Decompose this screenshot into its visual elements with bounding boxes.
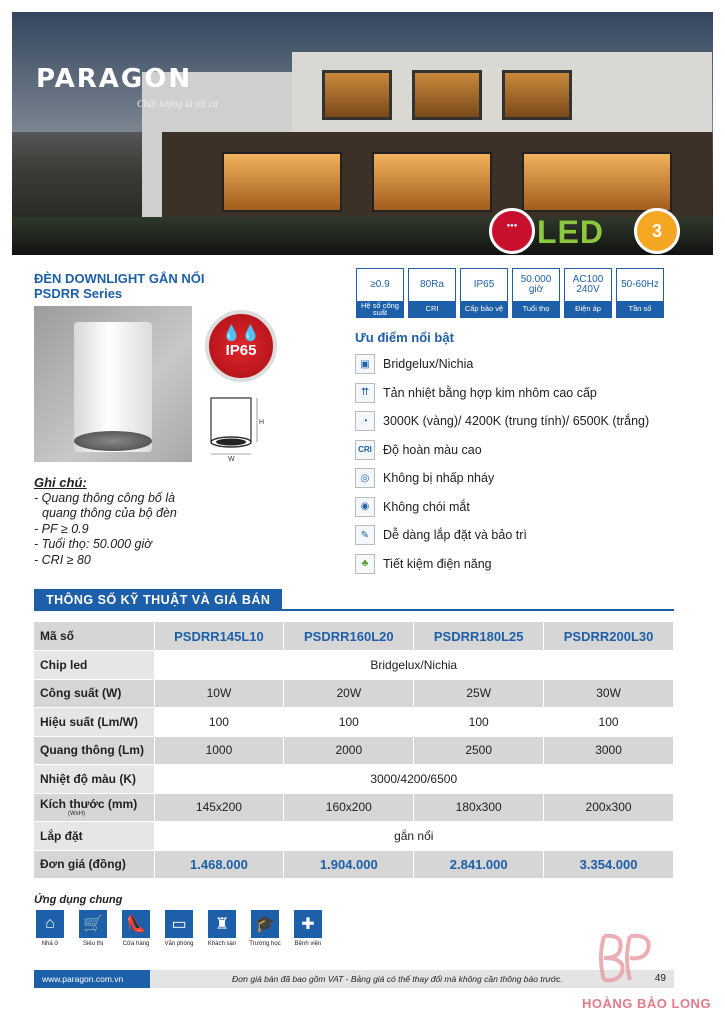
advantage-text: Không bị nhấp nháy bbox=[383, 471, 495, 486]
no-flicker-icon: ◎ bbox=[355, 468, 375, 488]
footer-bar bbox=[34, 970, 674, 988]
section-title: THÔNG SỐ KỸ THUẬT VÀ GIÁ BÁN bbox=[34, 589, 282, 610]
advantage-item bbox=[355, 493, 649, 522]
row-label bbox=[34, 793, 154, 822]
table-cell: 100 bbox=[154, 708, 284, 737]
table-row bbox=[34, 651, 674, 680]
advantages-list bbox=[355, 350, 649, 578]
product-title: ĐÈN DOWNLIGHT GẮN NỔI bbox=[34, 271, 205, 286]
application-item bbox=[249, 910, 281, 947]
application-item bbox=[292, 910, 324, 947]
table-cell: 100 bbox=[544, 708, 674, 737]
table-row bbox=[34, 708, 674, 737]
spec-value: 50.000 giờ bbox=[520, 273, 552, 295]
model-code: PSDRR200L30 bbox=[544, 622, 674, 651]
school-icon: 🎓 bbox=[251, 910, 279, 938]
spec-label: Cấp bảo vệ bbox=[461, 301, 507, 317]
advantage-text: 3000K (vàng)/ 4200K (trung tính)/ 6500K (trắng) bbox=[383, 414, 650, 429]
downlight-lens bbox=[74, 431, 152, 451]
spec-label: Điện áp bbox=[565, 301, 611, 317]
heatsink-icon: ⇈ bbox=[355, 383, 375, 403]
product-photo bbox=[34, 306, 192, 462]
row-label: Quang thông (Lm) bbox=[34, 736, 154, 765]
spec-boxes bbox=[356, 268, 664, 318]
section-divider bbox=[34, 609, 674, 611]
advantage-item bbox=[355, 436, 649, 465]
svg-text:W: W bbox=[228, 456, 235, 462]
spec-label: Hệ số công suất bbox=[357, 301, 403, 317]
hero-banner bbox=[12, 12, 713, 255]
model-code: PSDRR145L10 bbox=[154, 622, 284, 651]
application-label: Trường học bbox=[249, 941, 281, 947]
ip65-badge bbox=[205, 310, 277, 382]
table-row bbox=[34, 736, 674, 765]
table-cell: 160x200 bbox=[284, 793, 414, 822]
table-cell: 25W bbox=[414, 679, 544, 708]
advantage-text: Bridgelux/Nichia bbox=[383, 357, 474, 372]
house-window bbox=[412, 70, 482, 120]
house-lower-floor bbox=[162, 132, 712, 222]
row-label: Hiệu suất (Lm/W) bbox=[34, 708, 154, 737]
brand-tagline: Chất lượng là tất cả bbox=[137, 99, 218, 110]
spec-label: Tần số bbox=[617, 301, 663, 317]
applications-title: Ứng dụng chung bbox=[34, 894, 123, 906]
spec-box bbox=[616, 268, 664, 318]
advantage-text: Độ hoàn màu cao bbox=[383, 442, 482, 457]
dimension-drawing bbox=[205, 390, 267, 462]
application-item bbox=[34, 910, 66, 947]
svg-text:H: H bbox=[259, 419, 265, 426]
advantage-item bbox=[355, 350, 649, 379]
chip-icon: ▣ bbox=[355, 354, 375, 374]
home-icon: ⌂ bbox=[36, 910, 64, 938]
led-logo: LED bbox=[537, 214, 604, 250]
application-item bbox=[77, 910, 109, 947]
page-number: 49 bbox=[654, 973, 666, 984]
energy-save-icon: ♣ bbox=[355, 554, 375, 574]
advantage-item bbox=[355, 407, 649, 436]
table-row bbox=[34, 850, 674, 879]
table-cell: 2500 bbox=[414, 736, 544, 765]
size-label: Kích thước (mm) bbox=[40, 797, 138, 812]
house-window bbox=[502, 70, 572, 120]
note-line: - Tuổi thọ: 50.000 giờ bbox=[34, 537, 152, 551]
watermark-name: HOÀNG BẢO LONG bbox=[582, 996, 712, 1011]
footer-note: Đơn giá bán đã bao gồm VAT - Bảng giá có thể thay đổi mà không cần thông báo trước. bbox=[232, 974, 563, 984]
table-cell: 100 bbox=[284, 708, 414, 737]
price-cell: 1.468.000 bbox=[154, 850, 284, 879]
row-label: Mã số bbox=[34, 622, 154, 651]
note-line: - CRI ≥ 80 bbox=[34, 552, 91, 567]
product-series: PSDRR Series bbox=[34, 286, 123, 301]
spec-box bbox=[460, 268, 508, 318]
advantage-text: Dễ dàng lắp đặt và bảo trì bbox=[383, 528, 527, 543]
application-item bbox=[163, 910, 195, 947]
brand-logo: PARAGON bbox=[36, 64, 193, 94]
application-label: Nhà ở bbox=[41, 941, 59, 947]
spec-box bbox=[408, 268, 456, 318]
spec-label: Tuổi thọ bbox=[513, 301, 559, 317]
office-icon: ▭ bbox=[165, 910, 193, 938]
table-cell: 30W bbox=[544, 679, 674, 708]
house-window bbox=[322, 70, 392, 120]
house-window-lit bbox=[372, 152, 492, 212]
table-row bbox=[34, 822, 674, 851]
table-cell: 3000 bbox=[544, 736, 674, 765]
row-label: Lắp đặt bbox=[34, 822, 154, 851]
application-label: Văn phòng bbox=[164, 941, 194, 947]
advantage-item bbox=[355, 521, 649, 550]
price-cell: 2.841.000 bbox=[414, 850, 544, 879]
application-item bbox=[120, 910, 152, 947]
notes-block bbox=[34, 475, 177, 568]
application-label: Bệnh viện bbox=[294, 941, 322, 947]
advantage-item bbox=[355, 550, 649, 579]
promo-badge: ●●● bbox=[489, 208, 535, 254]
table-row bbox=[34, 765, 674, 794]
house-window-lit bbox=[222, 152, 342, 212]
row-label: Đơn giá (đồng) bbox=[34, 850, 154, 879]
note-line: - PF ≥ 0.9 bbox=[34, 521, 89, 536]
hero-ground bbox=[12, 217, 713, 255]
table-cell: 2000 bbox=[284, 736, 414, 765]
application-label: Khách sạn bbox=[207, 941, 237, 947]
house-window-lit bbox=[522, 152, 672, 212]
warranty-badge: 3 bbox=[634, 208, 680, 254]
watermark-logo bbox=[590, 928, 664, 988]
color-temp-icon: ◔ bbox=[355, 411, 375, 431]
row-label: Công suất (W) bbox=[34, 679, 154, 708]
table-cell: Bridgelux/Nichia bbox=[154, 651, 674, 680]
table-row bbox=[34, 622, 674, 651]
application-item bbox=[206, 910, 238, 947]
price-cell: 3.354.000 bbox=[544, 850, 674, 879]
cri-icon: CRI bbox=[355, 440, 375, 460]
install-icon: ✎ bbox=[355, 525, 375, 545]
spec-value: 50-60Hz bbox=[621, 278, 659, 290]
row-label: Chip led bbox=[34, 651, 154, 680]
table-cell: 10W bbox=[154, 679, 284, 708]
spec-label: CRI bbox=[409, 301, 455, 317]
advantage-text: Không chói mắt bbox=[383, 499, 470, 514]
model-code: PSDRR180L25 bbox=[414, 622, 544, 651]
spec-value: ≥0.9 bbox=[370, 278, 390, 290]
spec-value: 80Ra bbox=[420, 278, 444, 290]
note-line: quang thông của bộ đèn bbox=[42, 506, 177, 520]
spec-box bbox=[356, 268, 404, 318]
notes-title: Ghi chú: bbox=[34, 475, 87, 490]
website-link[interactable]: www.paragon.com.vn bbox=[34, 970, 150, 988]
applications-list bbox=[34, 910, 324, 947]
advantages-title: Ưu điểm nổi bật bbox=[355, 330, 454, 345]
spec-value: AC100 240V bbox=[572, 273, 604, 295]
table-cell: gắn nổi bbox=[154, 822, 674, 851]
spec-price-table bbox=[34, 622, 674, 879]
spec-value: IP65 bbox=[473, 278, 495, 290]
row-label: Nhiệt độ màu (K) bbox=[34, 765, 154, 794]
table-cell: 20W bbox=[284, 679, 414, 708]
size-sublabel: (WxH) bbox=[68, 811, 85, 818]
hospital-icon: ✚ bbox=[294, 910, 322, 938]
price-cell: 1.904.000 bbox=[284, 850, 414, 879]
eye-icon: ◉ bbox=[355, 497, 375, 517]
hotel-icon: ♜ bbox=[208, 910, 236, 938]
table-cell: 180x300 bbox=[414, 793, 544, 822]
cart-icon: 🛒 bbox=[79, 910, 107, 938]
advantage-item bbox=[355, 464, 649, 493]
table-cell: 200x300 bbox=[544, 793, 674, 822]
model-code: PSDRR160L20 bbox=[284, 622, 414, 651]
house-upper-floor bbox=[292, 52, 712, 132]
ip-badge-text: IP65 bbox=[225, 342, 257, 359]
table-row bbox=[34, 793, 674, 822]
spec-box bbox=[512, 268, 560, 318]
water-drop-icon: 💧💧 bbox=[222, 325, 260, 342]
shoe-icon: 👠 bbox=[122, 910, 150, 938]
spec-box bbox=[564, 268, 612, 318]
table-cell: 1000 bbox=[154, 736, 284, 765]
advantage-item bbox=[355, 379, 649, 408]
table-cell: 3000/4200/6500 bbox=[154, 765, 674, 794]
table-cell: 100 bbox=[414, 708, 544, 737]
watermark-monogram-icon bbox=[590, 928, 664, 988]
application-label: Siêu thị bbox=[82, 941, 103, 947]
application-label: Cửa hàng bbox=[122, 941, 150, 947]
advantage-text: Tiết kiệm điện năng bbox=[383, 556, 492, 571]
advantage-text: Tản nhiệt bằng hợp kim nhôm cao cấp bbox=[383, 385, 597, 400]
table-row bbox=[34, 679, 674, 708]
note-line: - Quang thông công bố là bbox=[34, 490, 176, 505]
table-cell: 145x200 bbox=[154, 793, 284, 822]
